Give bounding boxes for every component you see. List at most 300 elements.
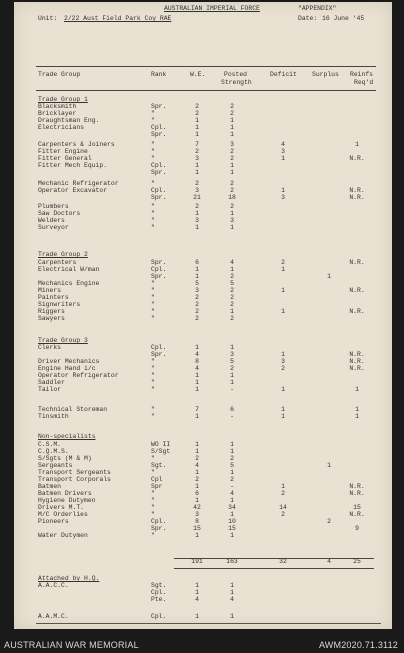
cell-trade: Blacksmith xyxy=(38,103,77,110)
cell-trade: A.A.M.C. xyxy=(38,613,69,620)
cell-we: 2 xyxy=(195,455,199,462)
cell-deficit: 4 xyxy=(281,141,285,148)
cell-trade: Sawyers xyxy=(38,315,65,322)
cell-rank: Cpl. xyxy=(151,187,167,194)
cell-deficit: 2 xyxy=(281,490,285,497)
cell-trade: Mechanics Engine xyxy=(38,280,100,287)
cell-we: 2 xyxy=(195,301,199,308)
cell-rank: " xyxy=(151,455,155,462)
total-surplus: 4 xyxy=(327,558,331,565)
cell-rank: Cpl. xyxy=(151,162,167,169)
cell-trade: Engine Hand i/c xyxy=(38,365,96,372)
cell-posted: 1 xyxy=(230,497,234,504)
cell-reinf: 1 xyxy=(355,386,359,393)
cell-we: 2 xyxy=(195,308,199,315)
cell-posted: 3 xyxy=(230,141,234,148)
cell-posted: 1 xyxy=(230,169,234,176)
cell-trade: Draughtsman Eng. xyxy=(38,117,100,124)
cell-rank: " xyxy=(151,294,155,301)
cell-rank: " xyxy=(151,315,155,322)
cell-we: 2 xyxy=(195,203,199,210)
total-posted: 163 xyxy=(226,558,238,565)
total-deficit: 32 xyxy=(279,558,287,565)
cell-posted: 5 xyxy=(230,462,234,469)
cell-trade: Clerks xyxy=(38,344,62,351)
footer-accession-number: AWM2020.71.3112 xyxy=(318,640,398,650)
cell-rank: " xyxy=(151,280,155,287)
cell-reinf: N.R. xyxy=(349,365,365,372)
cell-rank: " xyxy=(151,117,155,124)
cell-we: 1 xyxy=(195,273,199,280)
cell-trade: Sergeants xyxy=(38,462,73,469)
cell-posted: 2 xyxy=(230,476,234,483)
col-surplus: Surplus xyxy=(312,71,339,78)
cell-trade: Welders xyxy=(38,217,65,224)
table-row xyxy=(14,281,392,288)
cell-reinf: N.R. xyxy=(349,483,365,490)
cell-trade: Saddler xyxy=(38,379,65,386)
cell-posted: 1 xyxy=(230,613,234,620)
cell-we: 7 xyxy=(195,406,199,413)
table-row xyxy=(14,188,392,195)
cell-rank: " xyxy=(151,155,155,162)
cell-posted: 2 xyxy=(230,287,234,294)
col-we: W.E. xyxy=(190,71,206,78)
cell-trade: Plumbers xyxy=(38,203,69,210)
cell-we: 15 xyxy=(193,525,201,532)
cell-posted: 1 xyxy=(230,131,234,138)
cell-surplus: 1 xyxy=(327,273,331,280)
cell-deficit: 3 xyxy=(281,148,285,155)
cell-we: 1 xyxy=(195,344,199,351)
table-row xyxy=(14,125,392,132)
cell-posted: 1 xyxy=(230,308,234,315)
table-row xyxy=(14,519,392,526)
table-row xyxy=(14,309,392,316)
cell-we: 4 xyxy=(195,596,199,603)
cell-rank: " xyxy=(151,504,155,511)
cell-posted: 1 xyxy=(230,511,234,518)
cell-rank: " xyxy=(151,497,155,504)
cell-we: 1 xyxy=(195,131,199,138)
cell-posted: 10 xyxy=(228,518,236,525)
cell-deficit: 1 xyxy=(281,308,285,315)
cell-we: 1 xyxy=(195,441,199,448)
cell-rank: Spr. xyxy=(151,169,167,176)
cell-we: 6 xyxy=(195,259,199,266)
cell-trade: Operator Refrigerator xyxy=(38,372,119,379)
cell-posted: 2 xyxy=(230,148,234,155)
cell-we: 5 xyxy=(195,280,199,287)
cell-we: 1 xyxy=(195,582,199,589)
table-row xyxy=(14,211,392,218)
cell-deficit: 1 xyxy=(281,351,285,358)
cell-reinf: N.R. xyxy=(349,308,365,315)
cell-we: 2 xyxy=(195,180,199,187)
cell-rank: " xyxy=(151,217,155,224)
totals-row xyxy=(14,559,392,566)
cell-deficit: 1 xyxy=(281,187,285,194)
cell-we: 1 xyxy=(195,266,199,273)
cell-deficit: 2 xyxy=(281,365,285,372)
cell-deficit: 1 xyxy=(281,483,285,490)
cell-deficit: 1 xyxy=(281,266,285,273)
cell-reinf: N.R. xyxy=(349,287,365,294)
cell-we: 2 xyxy=(195,148,199,155)
cell-trade: C.S.M. xyxy=(38,441,62,448)
cell-rank: " xyxy=(151,224,155,231)
cell-rank: " xyxy=(151,141,155,148)
cell-rank: " xyxy=(151,413,155,420)
cell-posted: 1 xyxy=(230,224,234,231)
cell-we: 4 xyxy=(195,351,199,358)
table-row xyxy=(14,407,392,414)
cell-trade: Driver Mechanics xyxy=(38,358,100,365)
cell-trade: Batmen Drivers xyxy=(38,490,92,497)
cell-posted: 1 xyxy=(230,582,234,589)
cell-rank: Cpl xyxy=(151,476,163,483)
cell-posted: 1 xyxy=(230,117,234,124)
cell-we: 4 xyxy=(195,462,199,469)
total-reinfs: 25 xyxy=(353,558,361,565)
cell-reinf: 9 xyxy=(355,525,359,532)
cell-posted: 2 xyxy=(230,103,234,110)
cell-reinf: N.R. xyxy=(349,259,365,266)
cell-we: 1 xyxy=(195,124,199,131)
cell-rank: S/Sgt xyxy=(151,448,171,455)
cell-rank: " xyxy=(151,148,155,155)
cell-we: 1 xyxy=(195,469,199,476)
cell-trade: A.A.C.C. xyxy=(38,582,69,589)
cell-we: 1 xyxy=(195,210,199,217)
cell-deficit: 14 xyxy=(279,504,287,511)
cell-reinf: N.R. xyxy=(349,155,365,162)
cell-we: 1 xyxy=(195,413,199,420)
cell-rank: " xyxy=(151,180,155,187)
cell-posted: 6 xyxy=(230,406,234,413)
cell-we: 8 xyxy=(195,518,199,525)
cell-posted: 4 xyxy=(230,596,234,603)
cell-trade: Carpenters xyxy=(38,259,77,266)
cell-posted: 1 xyxy=(230,379,234,386)
section-non-specialists: Non-specialists xyxy=(38,433,96,440)
date-label: Date: xyxy=(298,15,318,22)
cell-rank: Cpl. xyxy=(151,613,167,620)
totals-bottom-rule xyxy=(174,568,374,569)
table-row xyxy=(14,345,392,352)
table-row xyxy=(14,132,392,139)
cell-posted: 2 xyxy=(230,187,234,194)
cell-posted: 34 xyxy=(228,504,236,511)
cell-we: 1 xyxy=(195,162,199,169)
cell-rank: " xyxy=(151,379,155,386)
cell-posted: 1 xyxy=(230,532,234,539)
cell-posted: - xyxy=(230,386,234,393)
cell-deficit: 3 xyxy=(281,194,285,201)
cell-posted: 2 xyxy=(230,273,234,280)
cell-posted: 18 xyxy=(228,194,236,201)
cell-rank: Pte. xyxy=(151,596,167,603)
cell-trade: Transport Sergeants xyxy=(38,469,111,476)
header-bottom-rule xyxy=(36,90,376,91)
cell-we: 1 xyxy=(195,532,199,539)
cell-rank: " xyxy=(151,301,155,308)
attached-row xyxy=(14,583,392,590)
cell-trade: Surveyor xyxy=(38,224,69,231)
section-trade-group-2: Trade Group 2 xyxy=(38,251,88,258)
cell-trade: Miners xyxy=(38,287,62,294)
cell-posted: 2 xyxy=(230,110,234,117)
table-row xyxy=(14,218,392,225)
table-row xyxy=(14,163,392,170)
cell-trade: C.Q.M.S. xyxy=(38,448,69,455)
table-row xyxy=(14,225,392,232)
cell-we: 2 xyxy=(195,476,199,483)
cell-rank: Cpl. xyxy=(151,518,167,525)
cell-posted: 2 xyxy=(230,155,234,162)
col-posted: Posted xyxy=(224,71,248,78)
cell-deficit: 2 xyxy=(281,511,285,518)
cell-reinf: 1 xyxy=(355,141,359,148)
col-deficit: Deficit xyxy=(270,71,297,78)
table-row xyxy=(14,373,392,380)
cell-we: 1 xyxy=(195,379,199,386)
table-row xyxy=(14,380,392,387)
cell-posted: 1 xyxy=(230,589,234,596)
cell-rank: WO II xyxy=(151,441,171,448)
cell-trade: Tailor xyxy=(38,386,62,393)
cell-reinf: N.R. xyxy=(349,187,365,194)
cell-we: 2 xyxy=(195,110,199,117)
cell-we: 2 xyxy=(195,103,199,110)
cell-trade: Fitter Mech Equip. xyxy=(38,162,108,169)
cell-we: 7 xyxy=(195,141,199,148)
cell-deficit: 1 xyxy=(281,406,285,413)
cell-we: 1 xyxy=(195,497,199,504)
cell-trade: Transport Corporals xyxy=(38,476,111,483)
table-row xyxy=(14,267,392,274)
cell-posted: 3 xyxy=(230,351,234,358)
cell-we: 21 xyxy=(193,194,201,201)
section-trade-group-3: Trade Group 3 xyxy=(38,337,88,344)
cell-rank: " xyxy=(151,372,155,379)
cell-deficit: 1 xyxy=(281,386,285,393)
cell-rank: Spr. xyxy=(151,525,167,532)
document-date: 16 June '45 xyxy=(322,15,365,22)
cell-posted: 15 xyxy=(228,525,236,532)
table-row xyxy=(14,442,392,449)
cell-rank: Spr. xyxy=(151,131,167,138)
cell-posted: 1 xyxy=(230,469,234,476)
cell-reinf: 1 xyxy=(355,406,359,413)
cell-rank: " xyxy=(151,532,155,539)
table-row xyxy=(14,533,392,540)
cell-rank: Spr. xyxy=(151,351,167,358)
cell-trade: Bricklayer xyxy=(38,110,77,117)
table-row xyxy=(14,302,392,309)
cell-surplus: 2 xyxy=(327,518,331,525)
col-posted-strength: Strength xyxy=(221,79,252,86)
cell-we: 1 xyxy=(195,589,199,596)
cell-trade: Saw Doctors xyxy=(38,210,81,217)
cell-rank: Spr. xyxy=(151,259,167,266)
cell-reinf: 15 xyxy=(353,504,361,511)
cell-deficit: 1 xyxy=(281,287,285,294)
cell-deficit: 3 xyxy=(281,358,285,365)
cell-we: 3 xyxy=(195,511,199,518)
cell-trade: Fitter General xyxy=(38,155,92,162)
document-title: AUSTRALIAN IMPERIAL FORCE xyxy=(164,5,260,12)
cell-we: 1 xyxy=(195,448,199,455)
cell-posted: 2 xyxy=(230,180,234,187)
cell-rank: Cpl. xyxy=(151,124,167,131)
unit-name: 2/22 Aust Field Park Coy RAE xyxy=(64,15,172,22)
cell-posted: 2 xyxy=(230,203,234,210)
cell-we: 4 xyxy=(195,365,199,372)
cell-trade: Batmen xyxy=(38,483,62,490)
appendix-label: "APPENDIX" xyxy=(298,5,337,12)
cell-posted: 1 xyxy=(230,124,234,131)
cell-deficit: 1 xyxy=(281,413,285,420)
cell-reinf: N.R. xyxy=(349,511,365,518)
table-row xyxy=(14,387,392,394)
cell-posted: 1 xyxy=(230,441,234,448)
cell-posted: 1 xyxy=(230,266,234,273)
col-reinfs-reqd: Req'd xyxy=(354,79,374,86)
cell-we: 6 xyxy=(195,490,199,497)
cell-reinf: 1 xyxy=(355,413,359,420)
cell-deficit: 2 xyxy=(281,259,285,266)
cell-rank: Cpl. xyxy=(151,344,167,351)
cell-posted: 2 xyxy=(230,365,234,372)
cell-we: 1 xyxy=(195,386,199,393)
attached-row xyxy=(14,614,392,621)
cell-trade: Technical Storeman xyxy=(38,406,108,413)
cell-rank: " xyxy=(151,365,155,372)
cell-trade: Operator Excavator xyxy=(38,187,108,194)
cell-trade: Hygiene Dutymen xyxy=(38,497,96,504)
cell-posted: - xyxy=(230,413,234,420)
cell-reinf: N.R. xyxy=(349,194,365,201)
cell-trade: Painters xyxy=(38,294,69,301)
cell-rank: Cpl. xyxy=(151,589,167,596)
cell-rank: " xyxy=(151,386,155,393)
cell-trade: Carpenters & Joiners xyxy=(38,141,115,148)
bottom-rule xyxy=(36,623,381,624)
cell-we: 3 xyxy=(195,187,199,194)
cell-we: 3 xyxy=(195,217,199,224)
cell-we: 3 xyxy=(195,287,199,294)
cell-we: 1 xyxy=(195,483,199,490)
cell-deficit: 1 xyxy=(281,155,285,162)
total-we: 191 xyxy=(191,558,203,565)
cell-posted: 1 xyxy=(230,344,234,351)
table-row xyxy=(14,414,392,421)
col-trade-group: Trade Group xyxy=(38,71,81,78)
cell-trade: Fitter Engine xyxy=(38,148,88,155)
cell-posted: 5 xyxy=(230,358,234,365)
cell-posted: 2 xyxy=(230,315,234,322)
cell-rank: Sgt. xyxy=(151,462,167,469)
col-rank: Rank xyxy=(151,71,167,78)
cell-rank: " xyxy=(151,469,155,476)
cell-trade: Electrical W/man xyxy=(38,266,100,273)
cell-rank: Spr. xyxy=(151,103,167,110)
cell-we: 8 xyxy=(195,358,199,365)
cell-rank: Sgt. xyxy=(151,582,167,589)
cell-rank: Spr. xyxy=(151,194,167,201)
cell-posted: 3 xyxy=(230,217,234,224)
table-row xyxy=(14,316,392,323)
cell-trade: Riggers xyxy=(38,308,65,315)
cell-posted: 1 xyxy=(230,372,234,379)
cell-posted: 5 xyxy=(230,280,234,287)
section-trade-group-1: Trade Group 1 xyxy=(38,96,88,103)
cell-we: 1 xyxy=(195,169,199,176)
document-sheet xyxy=(14,2,392,629)
cell-trade: S/Sgts (M & M) xyxy=(38,455,92,462)
cell-posted: 4 xyxy=(230,490,234,497)
cell-trade: Mechanic Refrigerator xyxy=(38,180,119,187)
cell-trade: M/C Orderlies xyxy=(38,511,88,518)
cell-posted: 1 xyxy=(230,448,234,455)
table-row xyxy=(14,512,392,519)
cell-rank: " xyxy=(151,203,155,210)
cell-rank: " xyxy=(151,490,155,497)
col-reinfs: Reinfs xyxy=(350,71,374,78)
cell-rank: " xyxy=(151,287,155,294)
cell-trade: Signwriters xyxy=(38,301,81,308)
cell-we: 2 xyxy=(195,294,199,301)
cell-posted: 1 xyxy=(230,210,234,217)
cell-rank: " xyxy=(151,511,155,518)
cell-posted: 2 xyxy=(230,294,234,301)
cell-posted: 4 xyxy=(230,259,234,266)
cell-posted: 2 xyxy=(230,301,234,308)
cell-rank: Cpl. xyxy=(151,266,167,273)
cell-rank: " xyxy=(151,308,155,315)
cell-reinf: N.R. xyxy=(349,490,365,497)
cell-reinf: N.R. xyxy=(349,351,365,358)
table-row xyxy=(14,477,392,484)
cell-we: 1 xyxy=(195,613,199,620)
cell-we: 42 xyxy=(193,504,201,511)
cell-rank: Spr xyxy=(151,483,163,490)
cell-rank: " xyxy=(151,210,155,217)
footer-credit: AUSTRALIAN WAR MEMORIAL xyxy=(4,640,139,650)
attached-row xyxy=(14,597,392,604)
attached-row xyxy=(14,590,392,597)
cell-posted: 1 xyxy=(230,162,234,169)
cell-rank: " xyxy=(151,110,155,117)
unit-label: Unit: xyxy=(38,15,58,22)
section-attached-by-hq: Attached by H.Q. xyxy=(38,575,100,582)
cell-surplus: 1 xyxy=(327,462,331,469)
cell-we: 3 xyxy=(195,155,199,162)
cell-trade: Tinsmith xyxy=(38,413,69,420)
header-top-rule xyxy=(36,66,376,67)
cell-rank: " xyxy=(151,406,155,413)
cell-we: 1 xyxy=(195,372,199,379)
cell-trade: Water Dutymen xyxy=(38,532,88,539)
table-row xyxy=(14,170,392,177)
cell-we: 1 xyxy=(195,117,199,124)
cell-trade: Electricians xyxy=(38,124,85,131)
cell-posted: 2 xyxy=(230,455,234,462)
table-row xyxy=(14,195,392,202)
cell-posted: - xyxy=(230,483,234,490)
cell-we: 1 xyxy=(195,224,199,231)
